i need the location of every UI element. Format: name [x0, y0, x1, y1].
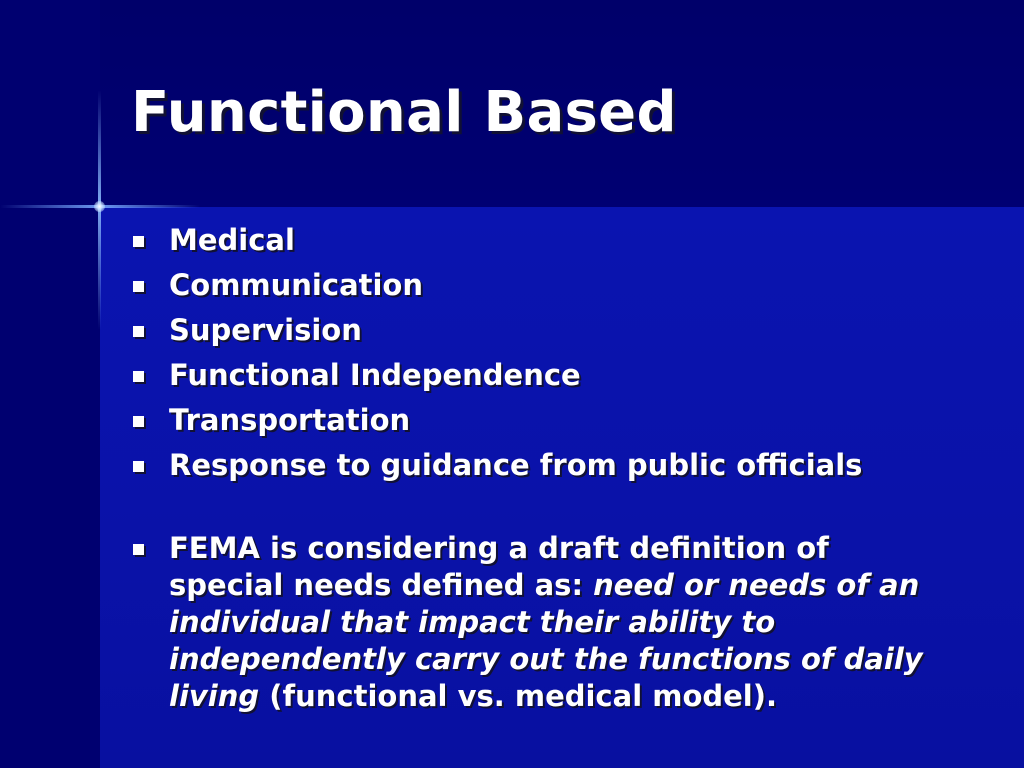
fema-intro-text: FEMA is considering a draft definition of special needs defined as: — [169, 531, 829, 602]
list-item — [131, 402, 941, 439]
square-bullet-icon — [133, 281, 144, 292]
star-flare-icon — [94, 201, 105, 212]
list-item — [131, 312, 941, 349]
bullet-text: Transportation — [169, 403, 411, 437]
square-bullet-icon — [133, 326, 144, 337]
list-item — [131, 447, 941, 484]
fema-definition-item — [131, 530, 941, 715]
bullet-text: Supervision — [169, 313, 362, 347]
list-item — [131, 267, 941, 304]
bullet-list — [131, 222, 941, 723]
square-bullet-icon — [133, 544, 144, 555]
list-item — [131, 222, 941, 259]
slide-title: Functional Based — [131, 80, 677, 145]
square-bullet-icon — [133, 416, 144, 427]
bullet-text: Functional Independence — [169, 358, 581, 392]
left-band — [0, 0, 100, 768]
list-item — [131, 357, 941, 394]
bullet-text: Response to guidance from public officials — [169, 448, 863, 482]
square-bullet-icon — [133, 371, 144, 382]
fema-suffix-text: (functional vs. medical model). — [259, 679, 778, 713]
bullet-text: Communication — [169, 268, 424, 302]
bullet-text: Medical — [169, 223, 295, 257]
square-bullet-icon — [133, 461, 144, 472]
square-bullet-icon — [133, 236, 144, 247]
fema-definition-text: need or needs of an individual that impact their ability to independently carry out the functions of daily living — [169, 568, 923, 713]
